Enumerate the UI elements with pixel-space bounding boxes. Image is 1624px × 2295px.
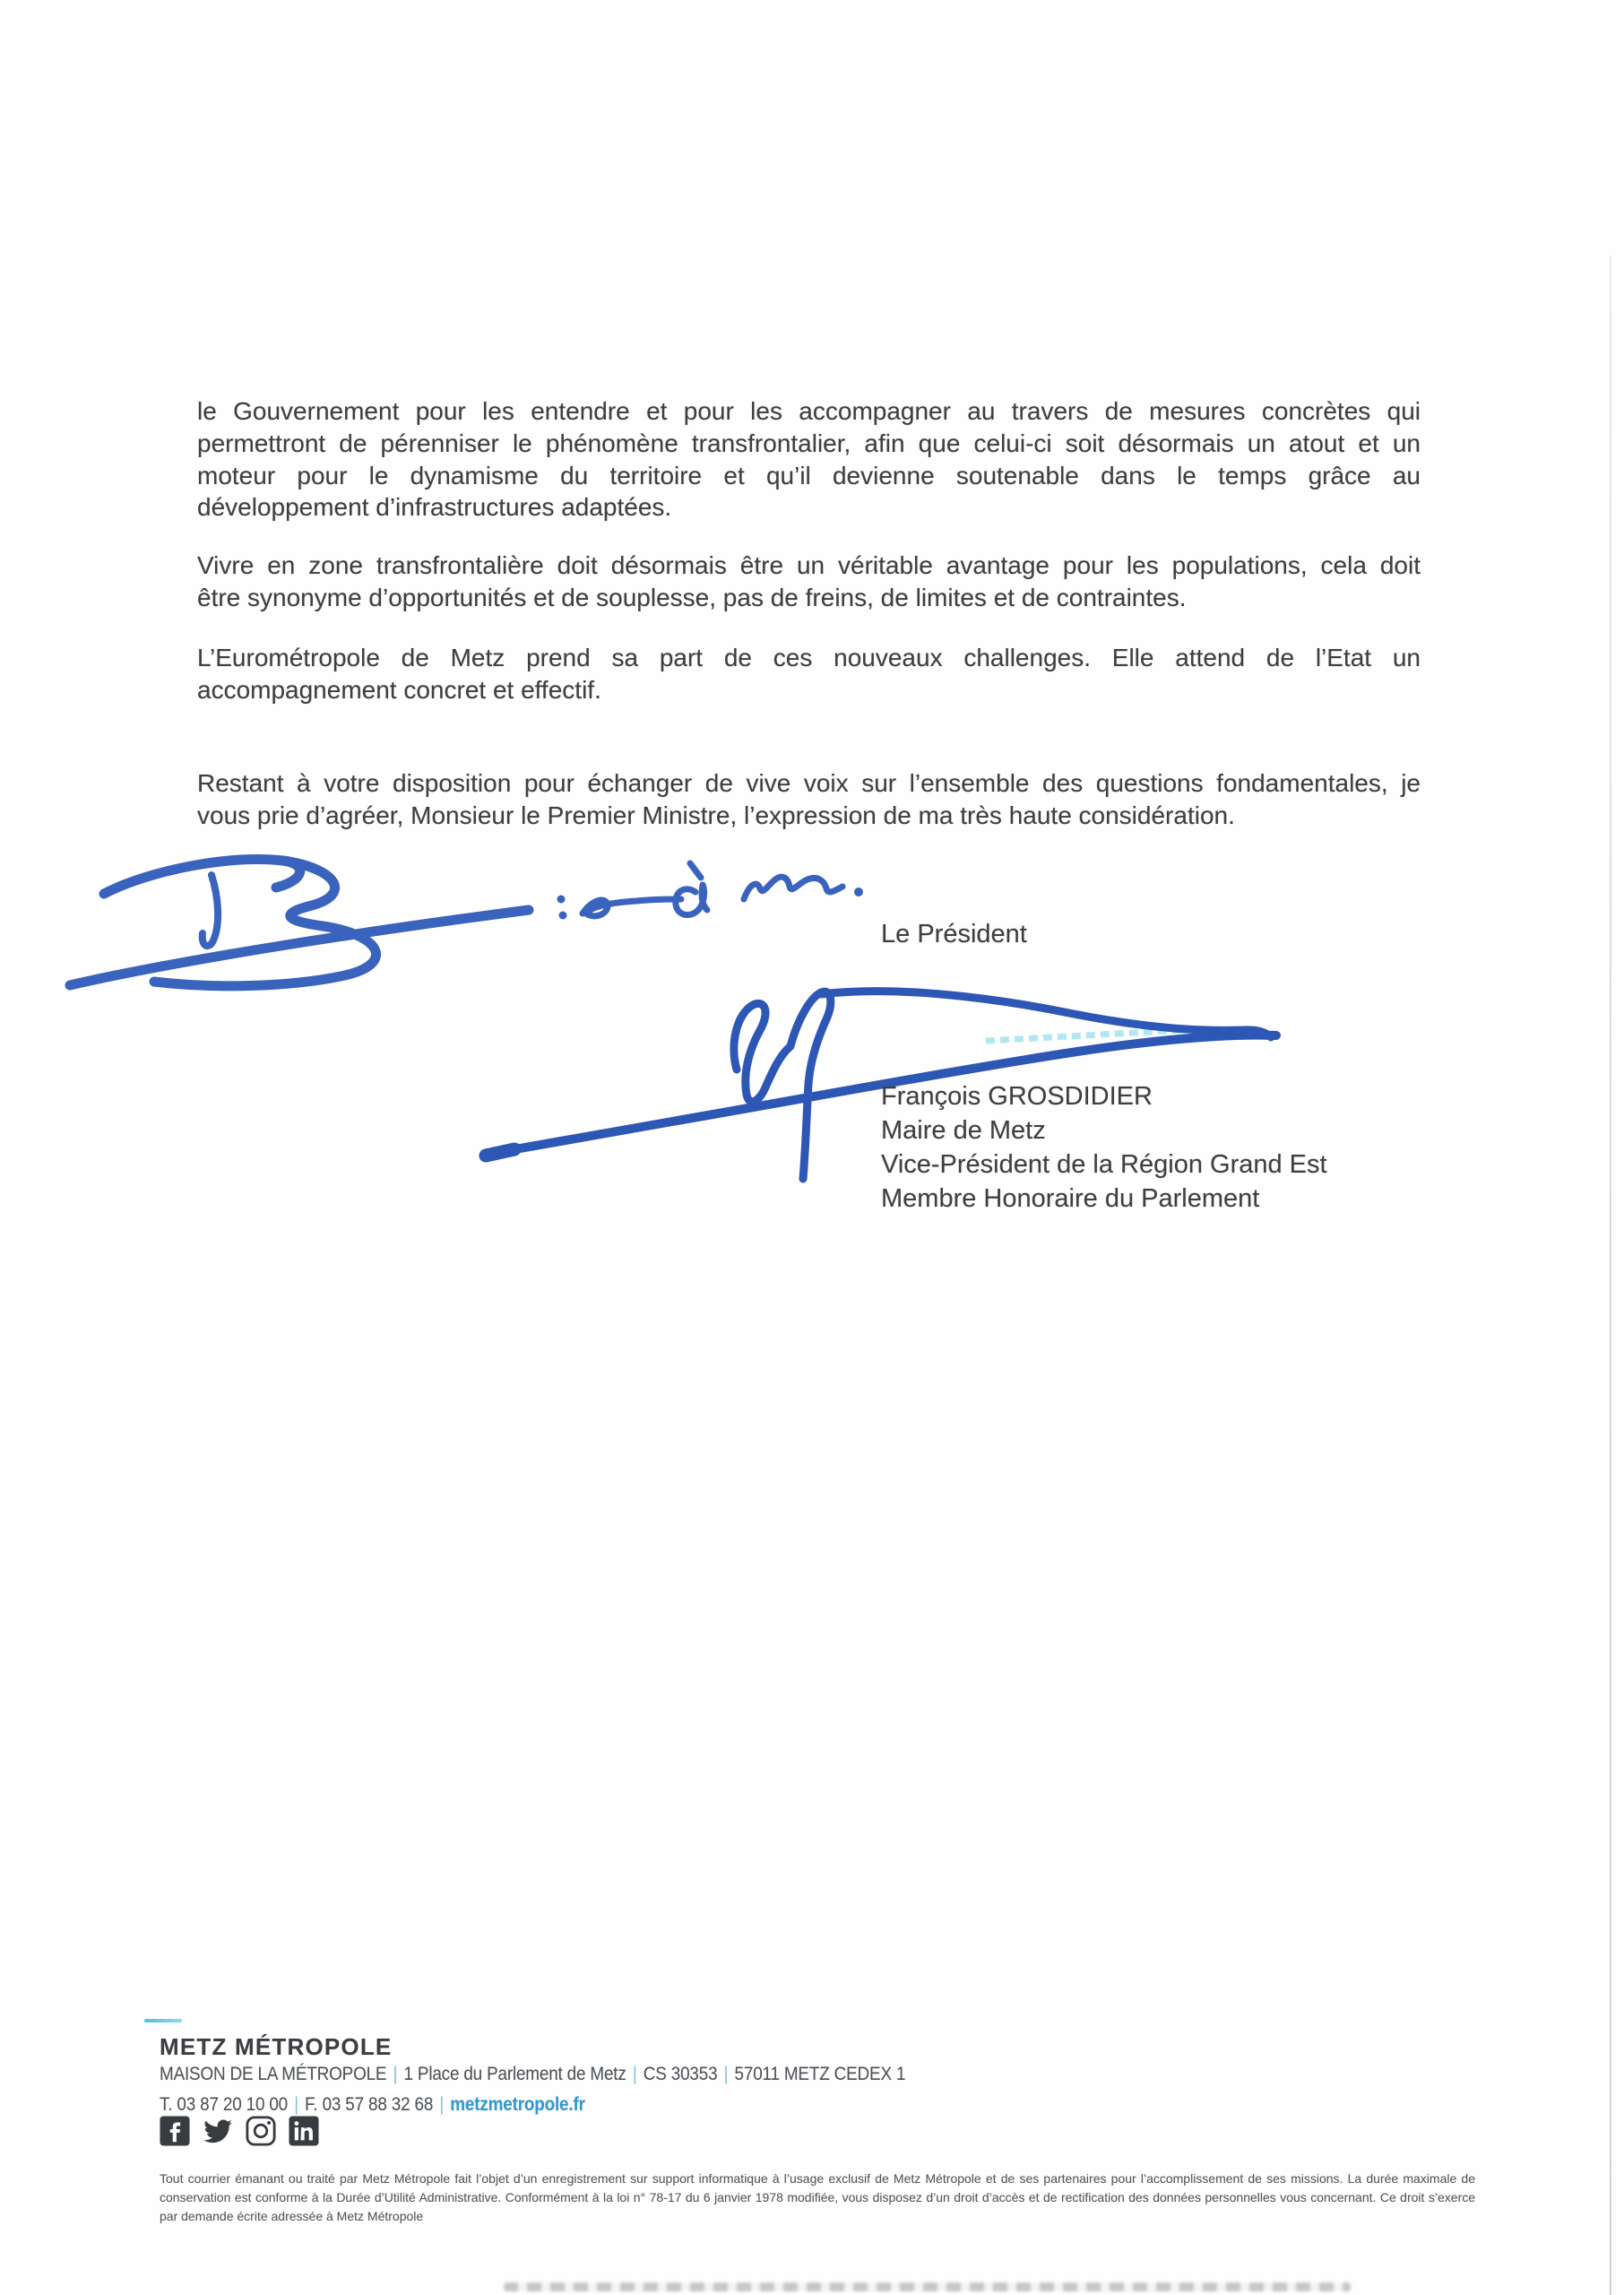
- footer-text-part: MAISON DE LA MÉTROPOLE: [160, 2064, 387, 2084]
- bleed-through-ghost-text: [504, 2282, 1351, 2291]
- linkedin-icon: [289, 2116, 319, 2146]
- brand-accent-dash: [144, 2019, 182, 2022]
- letter-text-line: moteur pour le dynamisme du territoire et qu’il devienne soutenable dans le temps grâce au: [197, 461, 1421, 489]
- signer-title: Le Président: [881, 920, 1027, 948]
- letter-paragraph-1: [197, 395, 1421, 524]
- letter-text-line: développement d’infrastructures adaptées.: [197, 493, 672, 522]
- signer-roles: [881, 1113, 1327, 1216]
- signer-role: Vice-Président de la Région Grand Est: [881, 1150, 1327, 1179]
- signer-name: François GROSDIDIER: [881, 1082, 1153, 1111]
- letter-text-line: permettront de pérenniser le phénomène transfrontalier, afin que celui-ci soit désormais un atout et un: [197, 429, 1421, 457]
- letter-text-line: vous prie d’agréer, Monsieur le Premier Ministre, l’expression de ma très haute considération.: [197, 801, 1235, 829]
- footer-text-part: CS 30353: [643, 2064, 718, 2084]
- letter-text-line: être synonyme d’opportunités et de souplesse, pas de freins, de limites et de contraintes.: [197, 583, 1187, 611]
- social-icons-row: [160, 2116, 319, 2146]
- letter-paragraph-2: [197, 550, 1421, 614]
- letter-text-line: Restant à votre disposition pour échanger de vive voix sur l’ensemble des questions fondamentales, je: [197, 769, 1421, 797]
- twitter-icon: [203, 2116, 233, 2146]
- separator: |: [393, 2064, 398, 2084]
- signer-role: Membre Honoraire du Parlement: [881, 1184, 1260, 1213]
- footer-text-part: T. 03 87 20 10 00: [160, 2094, 289, 2115]
- footer-text-part: 1 Place du Parlement de Metz: [403, 2064, 626, 2084]
- separator: |: [632, 2064, 637, 2084]
- footer-address-line: [160, 2064, 905, 2085]
- footer-brand-name: METZ MÉTROPOLE: [160, 2033, 393, 2060]
- letter-text-line: accompagnement concret et effectif.: [197, 675, 601, 704]
- letter-text-line: L’Eurométropole de Metz prend sa part de ces nouveaux challenges. Elle attend de l’Etat un: [197, 644, 1421, 671]
- separator: |: [723, 2064, 729, 2084]
- letter-paragraph-4: [197, 767, 1421, 832]
- footer-text-part: F. 03 57 88 32 68: [305, 2094, 434, 2115]
- instagram-icon: [246, 2116, 276, 2146]
- letter-text-line: le Gouvernement pour les entendre et pour les accompagner au travers de mesures concrètes qui: [197, 397, 1421, 425]
- legal-fine-print: Tout courrier émanant ou traité par Metz Métropole fait l’objet d’un enregistrement sur support informatique à l’usage exclusif de Metz Métropole et de ses partenaires pour l’accomplissement de ses missions. La durée maximale de conservation est conforme à la Durée d’Utilité Administrative. Conformément à la loi n° 78-17 du 6 janvier 1978 modifiée, vous disposez d’un droit d’accès et de rectification des données personnelles vous concernant. Ce droit s’exerce par demande écrite adressée à Metz Métropole: [160, 2171, 1475, 2223]
- letter-text-line: Vivre en zone transfrontalière doit désormais être un véritable avantage pour les populations, cela doit: [197, 551, 1421, 579]
- separator: |: [294, 2094, 298, 2115]
- scan-edge-line: [1610, 255, 1611, 2295]
- signer-block: [881, 1079, 1327, 1216]
- website-text: metzmetropole.fr: [450, 2094, 585, 2115]
- letter-paragraph-3: [197, 642, 1421, 706]
- footer-contact-line: [160, 2094, 585, 2116]
- footer-text-part: 57011 METZ CEDEX 1: [734, 2064, 906, 2084]
- signer-role: Maire de Metz: [881, 1116, 1046, 1145]
- facebook-icon: [160, 2116, 190, 2146]
- separator: |: [439, 2094, 445, 2115]
